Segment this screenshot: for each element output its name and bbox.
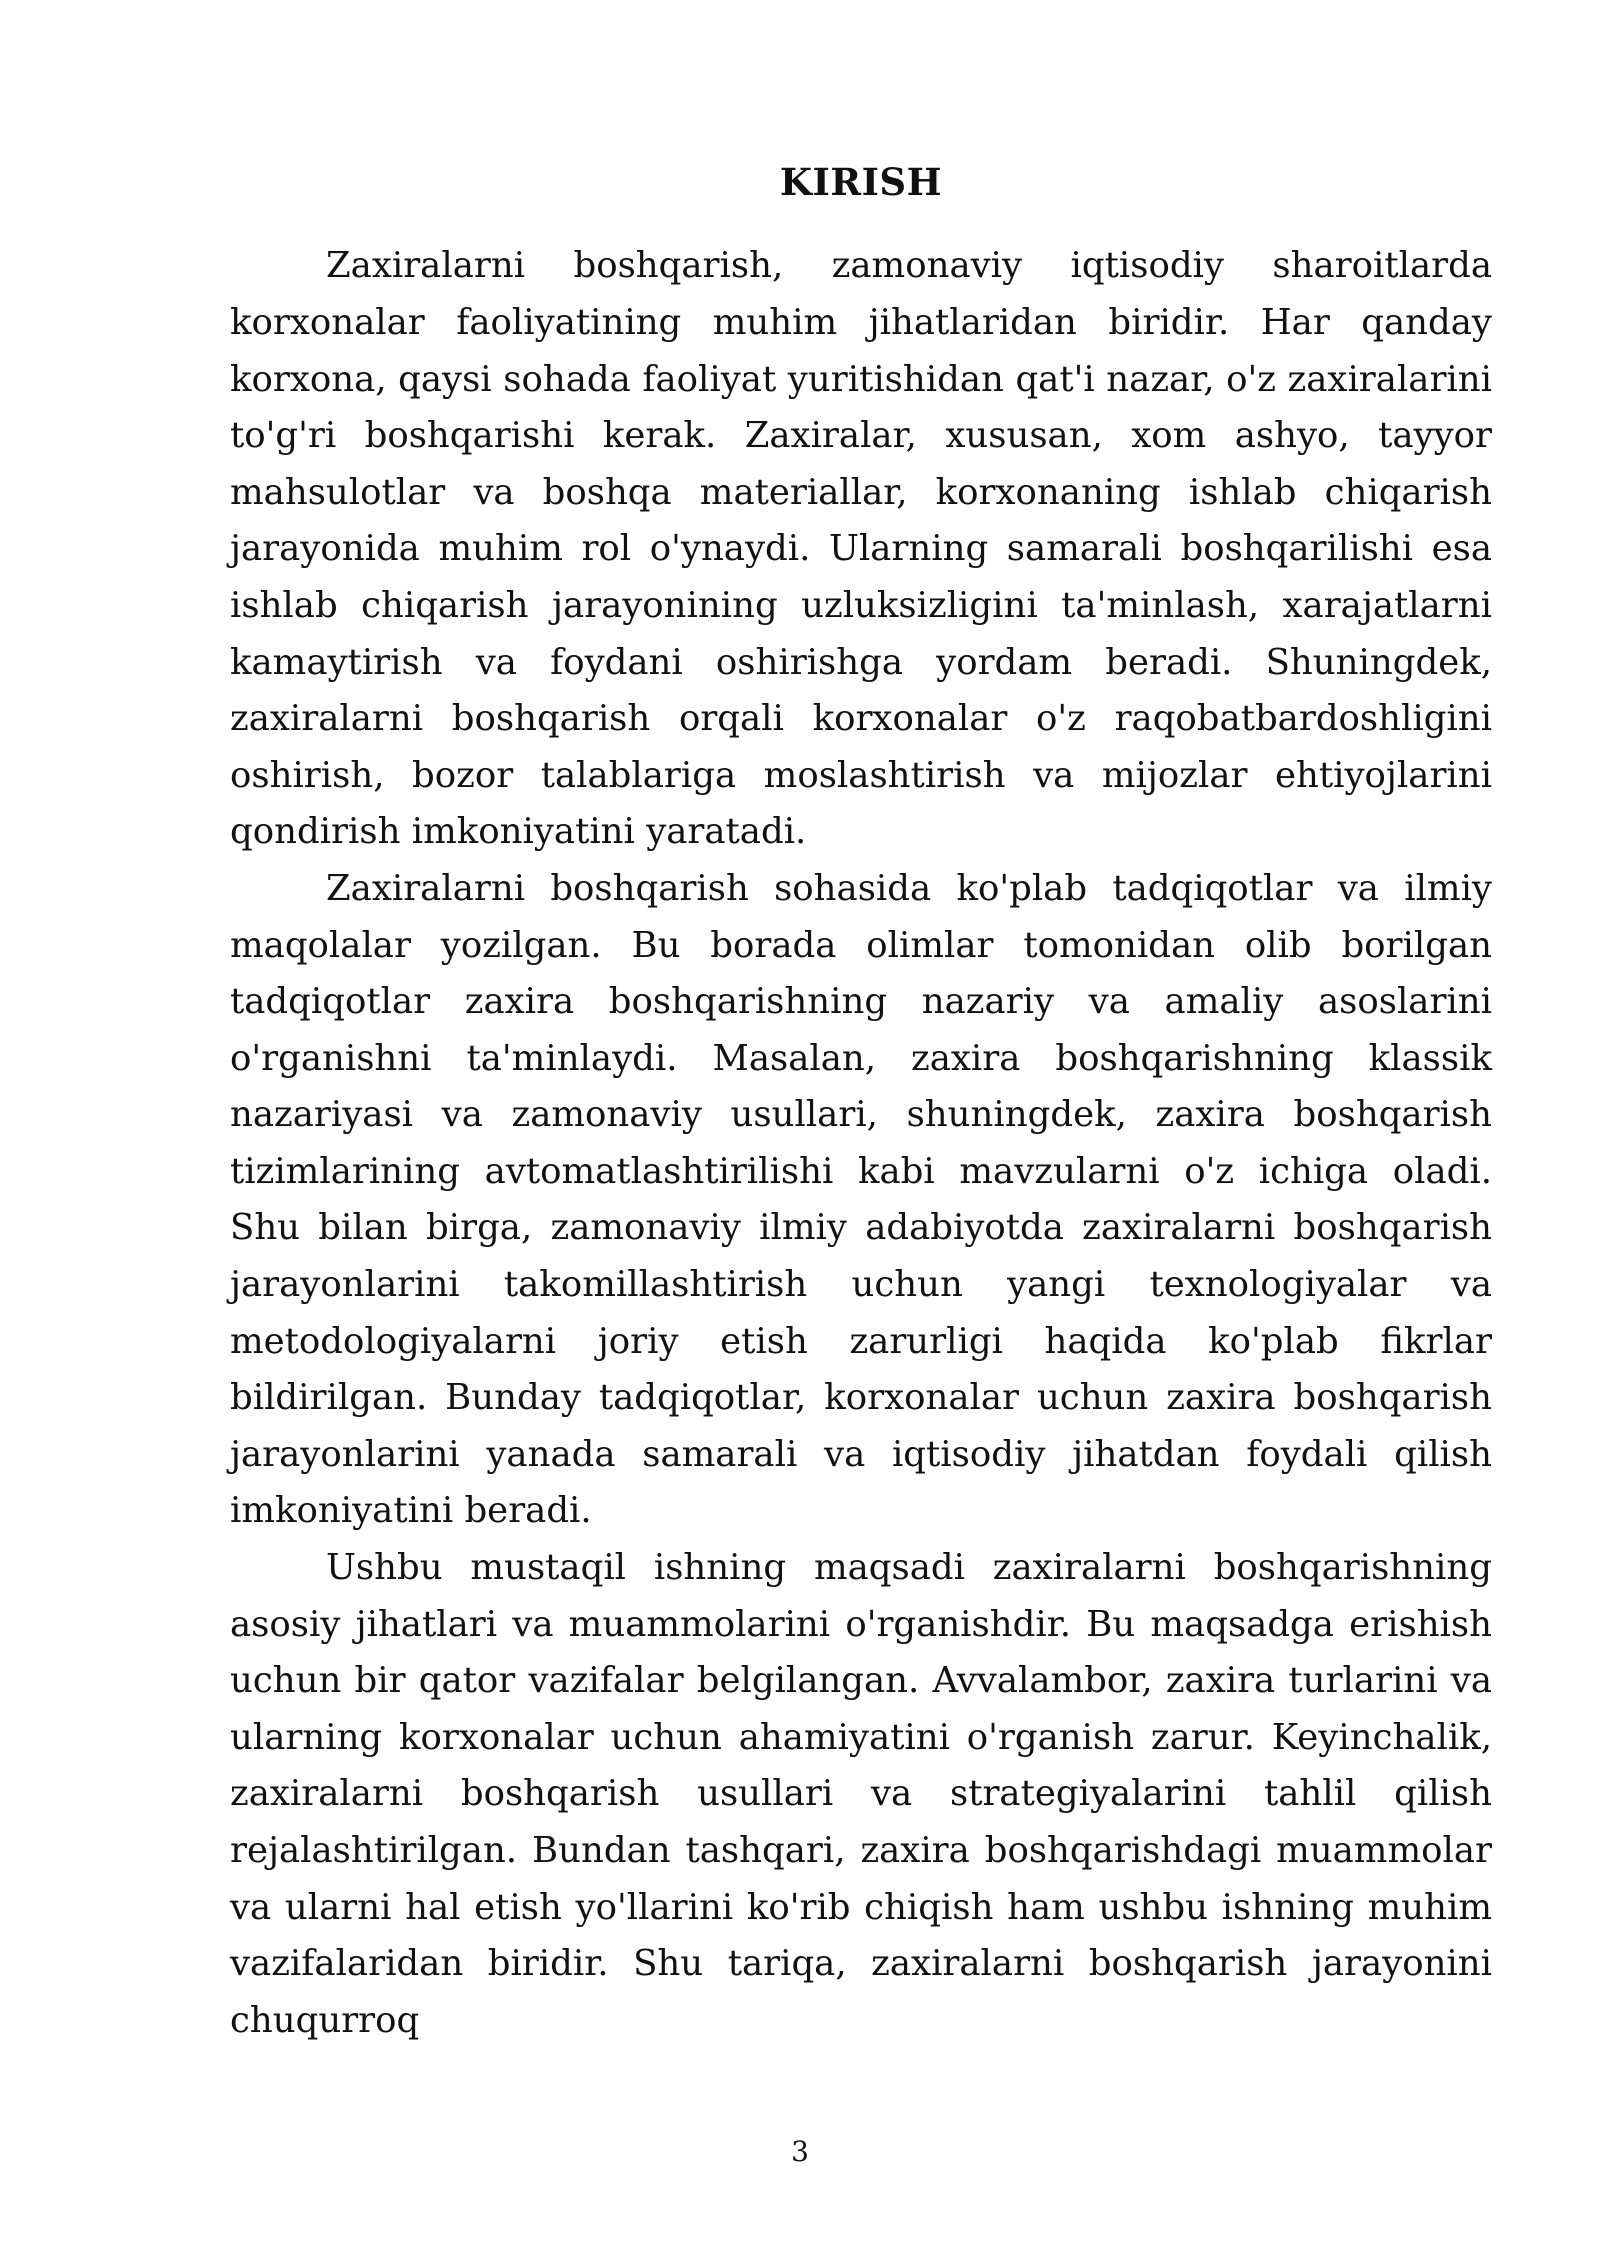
document-page — [230, 150, 1492, 2049]
section-title: KIRISH — [779, 160, 943, 204]
paragraph-3: Ushbu mustaqil ishning maqsadi zaxiralarni boshqarishning asosiy jihatlari va muammolarini o'rganishdir. Bu maqsadga erishish uchun bir qator vazifalar belgilangan. Avvalambor, zaxira turlarini va ularning korxonalar uchun ahamiyatini o'rganish zarur. Keyinchalik, zaxiralarni boshqarish usullari va strategiyalarini tahlil qilish rejalashtirilgan. Bundan tashqari, zaxira boshqarishdagi muammolar va ularni hal etish yo'llarini ko'rib chiqish ham ushbu ishning muhim vazifalaridan biridir. Shu tariqa, zaxiralarni boshqarish jarayonini chuqurroq — [230, 1547, 1492, 2041]
paragraph-1: Zaxiralarni boshqarish, zamonaviy iqtisodiy sharoitlarda korxonalar faoliyatining muhim jihatlaridan biridir. Har qanday korxona, qaysi sohada faoliyat yuritishidan qat'i nazar, o'z zaxiralarini to'g'ri boshqarishi kerak. Zaxiralar, xususan, xom ashyo, tayyor mahsulotlar va boshqa materiallar, korxonaning ishlab chiqarish jarayonida muhim rol o'ynaydi. Ularning samarali boshqarilishi esa ishlab chiqarish jarayonining uzluksizligini ta'minlash, xarajatlarni kamaytirish va foydani oshirishga yordam beradi. Shuningdek, zaxiralarni boshqarish orqali korxonalar o'z raqobatbardoshligini oshirish, bozor talablariga moslashtirish va mijozlar ehtiyojlarini qondirish imkoniyatini yaratadi. — [230, 245, 1492, 853]
page-number: 3 — [791, 2135, 809, 2168]
paragraph-2: Zaxiralarni boshqarish sohasida ko'plab tadqiqotlar va ilmiy maqolalar yozilgan. Bu borada olimlar tomonidan olib borilgan tadqiqotlar zaxira boshqarishning nazariy va amaliy asoslarini o'rganishni ta'minlaydi. Masalan, zaxira boshqarishning klassik nazariyasi va zamonaviy usullari, shuningdek, zaxira boshqarish tizimlarining avtomatlashtirilishi kabi mavzularni o'z ichiga oladi. Shu bilan birga, zamonaviy ilmiy adabiyotda zaxiralarni boshqarish jarayonlarini takomillashtirish uchun yangi texnologiyalar va metodologiyalarni joriy etish zarurligi haqida ko'plab fikrlar bildirilgan. Bunday tadqiqotlar, korxonalar uchun zaxira boshqarish jarayonlarini yanada samarali va iqtisodiy jihatdan foydali qilish imkoniyatini beradi. — [230, 867, 1492, 1532]
